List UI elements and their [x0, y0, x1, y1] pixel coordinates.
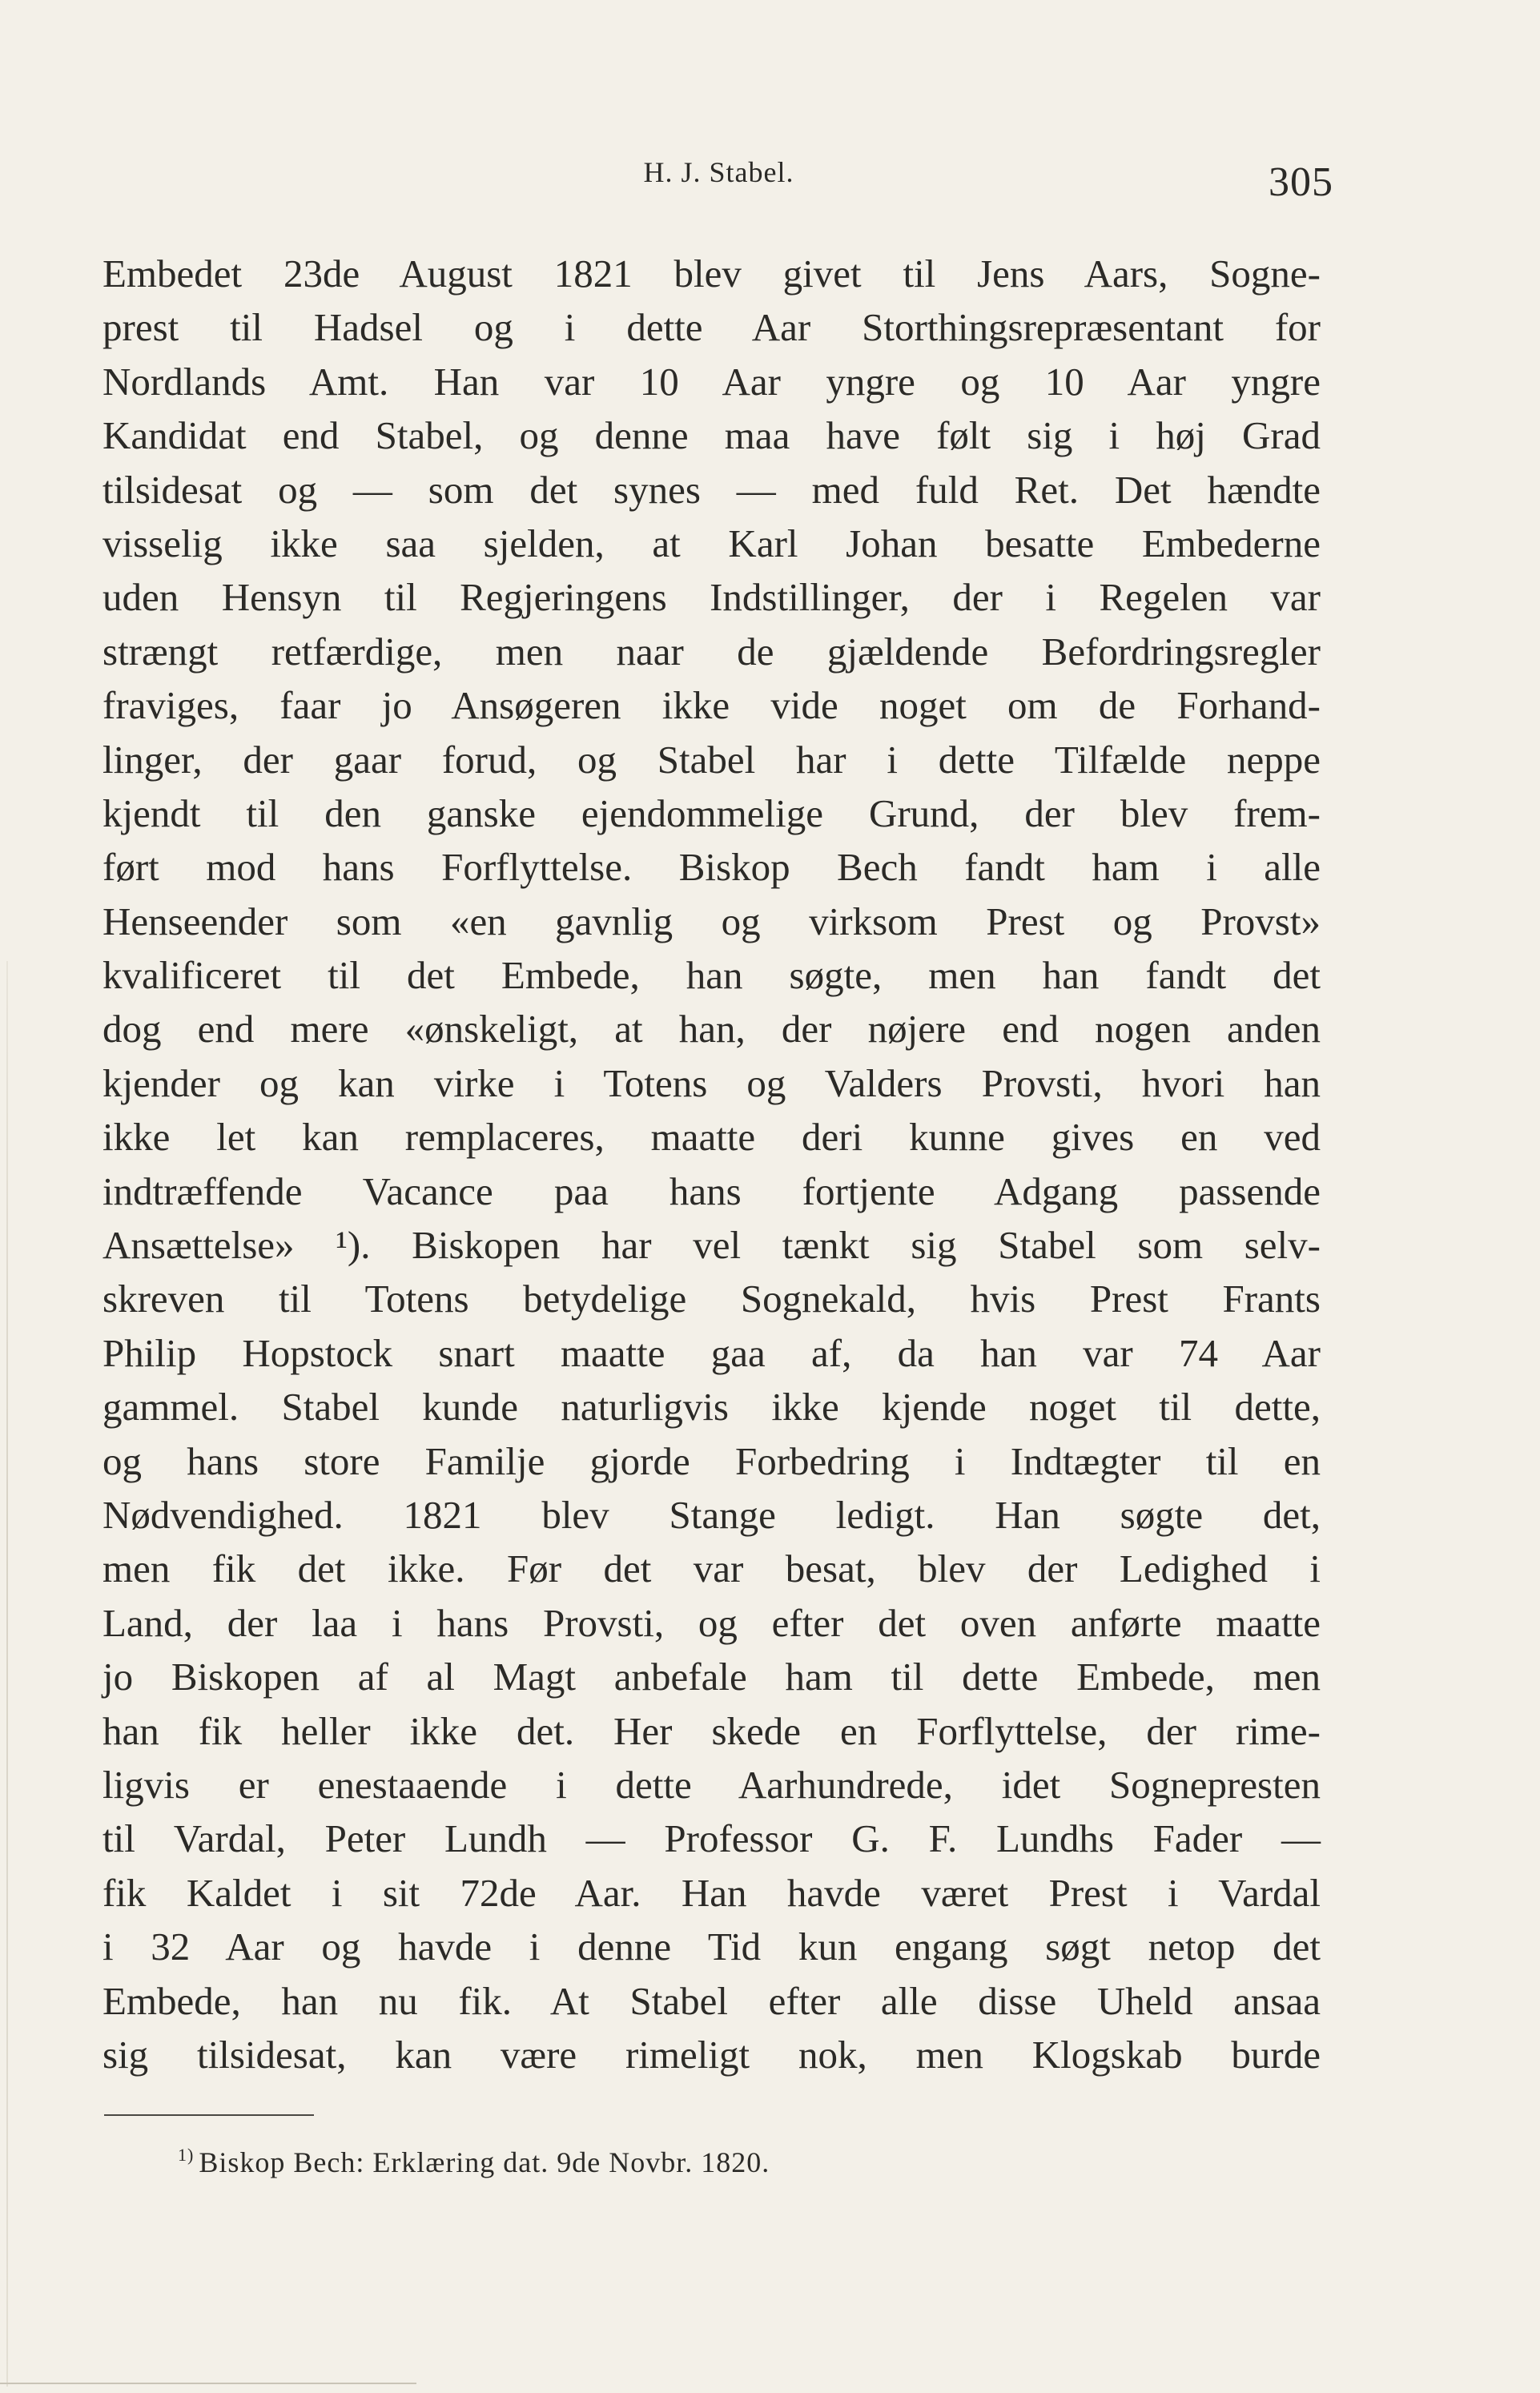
- text-line: indtræffende Vacance paa hans fortjente Adgang passende: [103, 1168, 1321, 1213]
- text-line: Ansættelse» ¹). Biskopen har vel tænkt sig Stabel som selv-: [103, 1223, 1321, 1268]
- text-line: kjender og kan virke i Totens og Valders Provsti, hvori han: [103, 1060, 1321, 1105]
- text-line: kvalificeret til det Embede, han søgte, men han fandt det: [103, 953, 1321, 998]
- text-line: han fik heller ikke det. Her skede en Forflyttelse, der rime-: [103, 1708, 1321, 1753]
- text-line: fraviges, faar jo Ansøgeren ikke vide noget om de Forhand-: [103, 683, 1321, 728]
- text-line: dog end mere «ønskeligt, at han, der nøjere end nogen anden: [103, 1007, 1321, 1052]
- text-line: kjendt til den ganske ejendommelige Grund, der blev frem-: [103, 790, 1321, 835]
- footnote-marker: 1): [178, 2145, 195, 2165]
- text-line: Embede, han nu fik. At Stabel efter alle disse Uheld ansaa: [103, 1978, 1321, 2023]
- text-line: men fik det ikke. Før det var besat, blev der Ledighed i: [103, 1546, 1321, 1591]
- text-line: gammel. Stabel kunde naturligvis ikke kjende noget til dette,: [103, 1385, 1321, 1430]
- text-line: fik Kaldet i sit 72de Aar. Han havde været Prest i Vardal: [103, 1870, 1321, 1915]
- text-line: til Vardal, Peter Lundh — Professor G. F. Lundhs Fader —: [103, 1816, 1321, 1861]
- margin-shadow: [6, 961, 8, 2387]
- body-text: [103, 247, 1321, 2081]
- text-line: i 32 Aar og havde i denne Tid kun engang søgt netop det: [103, 1924, 1321, 1969]
- page-number: 305: [1269, 159, 1333, 205]
- text-line: Philip Hopstock snart maatte gaa af, da han var 74 Aar: [103, 1330, 1321, 1375]
- text-line: skreven til Totens betydelige Sognekald, hvis Prest Frants: [103, 1277, 1321, 1321]
- text-line: strængt retfærdige, men naar de gjældende Befordringsregler: [103, 629, 1321, 674]
- text-line: Nødvendighed. 1821 blev Stange ledigt. Han søgte det,: [103, 1492, 1321, 1537]
- text-line: linger, der gaar forud, og Stabel har i dette Tilfælde neppe: [103, 737, 1321, 782]
- text-line: ikke let kan remplaceres, maatte deri kunne gives en ved: [103, 1115, 1321, 1160]
- text-line: Land, der laa i hans Provsti, og efter det oven anførte maatte: [103, 1600, 1321, 1645]
- text-line: og hans store Familje gjorde Forbedring i Indtægter til en: [103, 1438, 1321, 1483]
- footnote: [178, 2145, 770, 2179]
- text-line: prest til Hadsel og i dette Aar Storthingsrepræsentant for: [103, 305, 1321, 350]
- running-title: H. J. Stabel.: [643, 156, 794, 188]
- footnote-text: Biskop Bech: Erklæring dat. 9de Novbr. 1820.: [199, 2146, 770, 2178]
- text-line: uden Hensyn til Regjeringens Indstillinger, der i Regelen var: [103, 575, 1321, 620]
- footnote-rule: [104, 2114, 314, 2116]
- text-line: Embedet 23de August 1821 blev givet til Jens Aars, Sogne-: [103, 251, 1321, 296]
- text-line: sig tilsidesat, kan være rimeligt nok, men Klogskab burde: [103, 2032, 1321, 2077]
- bottom-edge-mark: [0, 2383, 416, 2384]
- text-line: Nordlands Amt. Han var 10 Aar yngre og 10 Aar yngre: [103, 359, 1321, 404]
- text-line: tilsidesat og — som det synes — med fuld Ret. Det hændte: [103, 467, 1321, 512]
- text-line: Henseender som «en gavnlig og virksom Prest og Provst»: [103, 899, 1321, 943]
- running-head: [104, 151, 1333, 207]
- text-line: jo Biskopen af al Magt anbefale ham til dette Embede, men: [103, 1655, 1321, 1699]
- text-line: ført mod hans Forflyttelse. Biskop Bech fandt ham i alle: [103, 845, 1321, 890]
- text-line: visselig ikke saa sjelden, at Karl Johan besatte Embederne: [103, 521, 1321, 565]
- text-line: ligvis er enestaaende i dette Aarhundrede, idet Sognepresten: [103, 1762, 1321, 1807]
- text-line: Kandidat end Stabel, og denne maa have følt sig i høj Grad: [103, 413, 1321, 458]
